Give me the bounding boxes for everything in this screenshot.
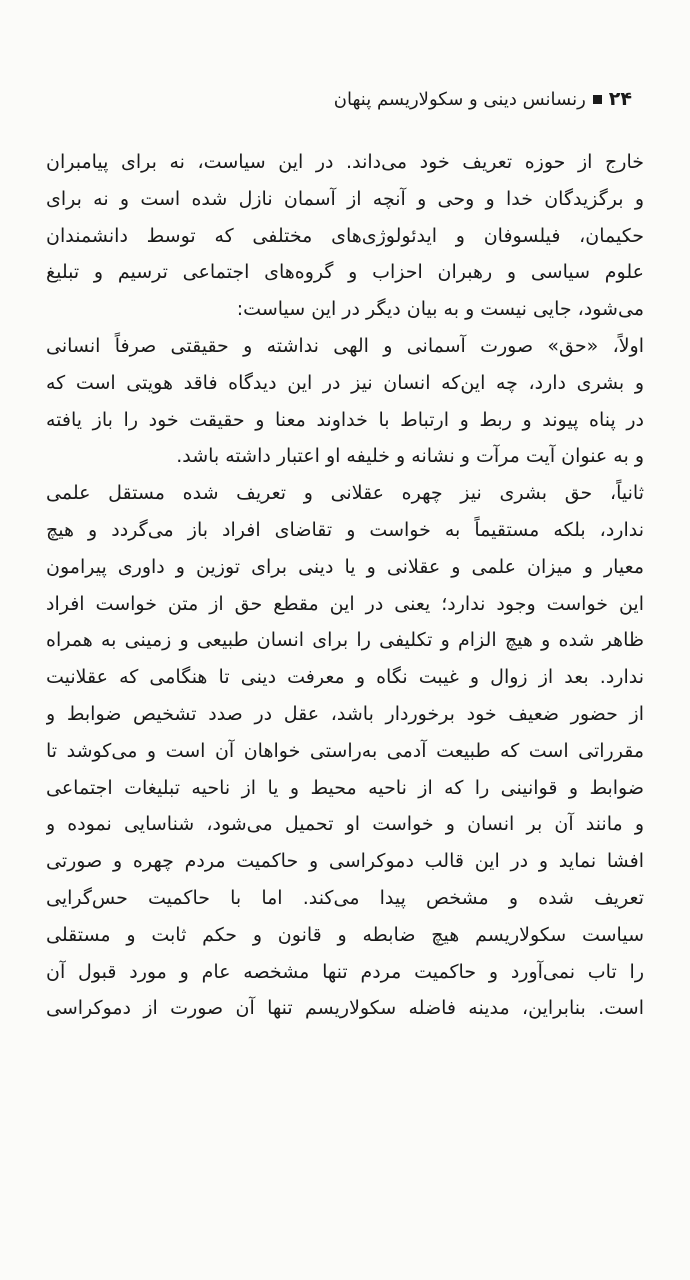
- text-line: این خواست وجود ندارد؛ یعنی در این مقطع حق از متن خواست افراد: [46, 592, 644, 615]
- text-line: سیاست سکولاریسم هیچ ضابطه و قانون و حکم ثابت و مستقلی: [46, 923, 644, 946]
- page-number: ۲۴: [608, 88, 632, 110]
- text-line: اولاً، «حق» صورت آسمانی و الهی نداشته و حقیقتی صرفاً انسانی: [46, 334, 644, 357]
- text-line: ندارد. بعد از زوال و غیبت نگاه و معرفت دینی تا هنگامی که عقلانیت: [46, 666, 644, 689]
- text-line: و برگزیدگان خدا و وحی و آنچه از آسمان نازل شده است و نه برای: [46, 187, 644, 210]
- text-line: مقرراتی است که طبیعت آدمی به‌راستی خواهان آن است و می‌کوشد تا: [46, 739, 644, 762]
- text-line: معیار و میزان علمی و عقلانی و یا دینی برای توزین و داوری پیرامون: [46, 555, 644, 578]
- text-line: می‌شود، جایی نیست و به بیان دیگر در این سیاست:: [236, 298, 644, 321]
- body-text: [46, 144, 644, 1027]
- text-line: ثانیاً، حق بشری نیز چهره عقلانی و تعریف شده مستقل علمی: [46, 482, 644, 505]
- text-line: تعریف شده و مشخص پیدا می‌کند. اما با حاکمیت حس‌گرایی: [46, 886, 644, 909]
- text-line: را تاب نمی‌آورد و حاکمیت مردم تنها مشخصه عام و مورد قبول آن: [46, 960, 644, 983]
- book-title: رنسانس دینی و سکولاریسم پنهان: [333, 89, 586, 110]
- text-line: و به عنوان آیت مرآت و نشانه و خلیفه او اعتبار داشته باشد.: [176, 445, 644, 468]
- text-line: ندارد، بلکه مستقیماً به خواست و تقاضای افراد باز می‌گردد و هیچ: [46, 518, 644, 541]
- text-line: افشا نماید و در این قالب دموکراسی و حاکمیت مردم چهره و صورتی: [46, 850, 644, 873]
- text-line: و بشری دارد، چه این‌که انسان نیز در این دیدگاه فاقد هویتی است که: [46, 371, 644, 394]
- text-line: علوم سیاسی و رهبران احزاب و گروه‌های اجتماعی ترسیم و تبلیغ: [46, 261, 644, 284]
- text-line: حکیمان، فیلسوفان و ایدئولوژی‌های مختلفی که توسط دانشمندان: [46, 224, 644, 247]
- header-square-ornament: [593, 95, 602, 104]
- text-line: در پناه پیوند و ربط و ارتباط با خداوند معنا و حقیقت خود را باز یافته: [46, 408, 644, 431]
- text-line: و مانند آن بر انسان و خواست او تحمیل می‌شود، شناسایی نموده و: [46, 813, 644, 836]
- text-line: است. بنابراین، مدینه فاضله سکولاریسم تنها آن صورت از دموکراسی: [46, 997, 644, 1020]
- running-header: [40, 84, 632, 114]
- text-line: ظاهر شده و هیچ الزام و تکلیفی را برای انسان طبیعی و زمینی به همراه: [46, 629, 644, 652]
- text-line: ضوابط و قوانینی را که از ناحیه محیط و یا از ناحیه تبلیغات اجتماعی: [46, 776, 644, 799]
- text-line: از حضور ضعیف خود برخوردار باشد، عقل در صدد تشخیص ضوابط و: [46, 702, 644, 725]
- text-line: خارج از حوزه تعریف خود می‌داند. در این سیاست، نه برای پیامبران: [46, 151, 644, 173]
